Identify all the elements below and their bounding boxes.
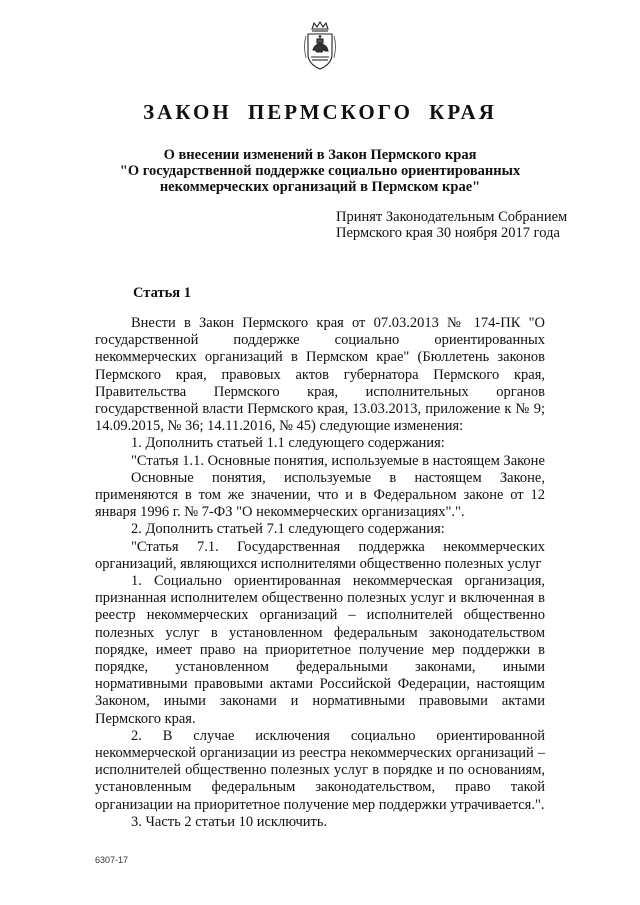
law-title: ЗАКОН ПЕРМСКОГО КРАЯ <box>143 100 497 124</box>
adoption-line: Принят Законодательным Собранием <box>336 209 568 225</box>
subtitle-line: "О государственной поддержке социально ориентированных <box>119 163 521 179</box>
document-code: 6307-17 <box>95 855 129 865</box>
adoption-note <box>336 209 567 241</box>
subtitle-line: О внесении изменений в Закон Пермского края <box>163 147 477 163</box>
article-paragraph: "Статья 1.1. Основные понятия, используемые в настоящем Законе <box>131 452 545 469</box>
coat-of-arms-emblem <box>301 20 339 72</box>
article-paragraph: 1. Дополнить статьей 1.1 следующего содержания: <box>131 435 445 452</box>
subtitle-line: некоммерческих организаций в Пермском крае" <box>159 179 481 195</box>
article-paragraph: 3. Часть 2 статьи 10 исключить. <box>131 813 328 830</box>
adoption-line: Пермского края 30 ноября 2017 года <box>336 225 560 241</box>
article-paragraph: 2. Дополнить статьей 7.1 следующего содержания: <box>131 521 445 538</box>
article-paragraph: Внести в Закон Пермского края от 07.03.2013 № 174-ПК "О государственной поддержке социально ориентированных некоммерческих организаций в Пермском крае" (Бюллетень законов Пермского края, правовых актов губернатора Пермского края, Правительства Пермского края, исполнительных органов государственной власти Пермского края, 13.03.2013, приложение к № 9; 14.09.2015, № 36; 14.11.2016, № 45) следующие изменения: <box>95 315 545 435</box>
law-subtitle <box>100 147 540 195</box>
article-paragraph: 1. Социально ориентированная некоммерческая организация, признанная исполнителем общественно полезных услуг и включенная в реестр некоммерческих организаций – исполнителей общественно полезных услуг в установленном федеральным законодательством порядке, имеет право на приоритетное получение мер поддержки в порядке, установленном федеральными законами, иными нормативными правовыми актами Российской Федерации, настоящим Законом, иными законами и нормативными правовыми актами Пермского края. <box>95 573 545 727</box>
article-paragraph: "Статья 7.1. Государственная поддержка некоммерческих организаций, являющихся исполнителями общественно полезных услуг <box>95 538 545 572</box>
article-body <box>95 315 545 831</box>
article-heading: Статья 1 <box>133 285 191 301</box>
article-paragraph: 2. В случае исключения социально ориентированной некоммерческой организации из реестра некоммерческих организаций – исполнителей общественно полезных услуг в порядке и по основаниям, установленным федеральным законодательством, право такой организации на приоритетное получение мер поддержки утрачивается.". <box>95 727 545 813</box>
article-paragraph: Основные понятия, используемые в настоящем Законе, применяются в том же значении, что и в Федеральном законе от 12 января 1996 г. № 7-ФЗ "О некоммерческих организациях".". <box>95 469 545 521</box>
